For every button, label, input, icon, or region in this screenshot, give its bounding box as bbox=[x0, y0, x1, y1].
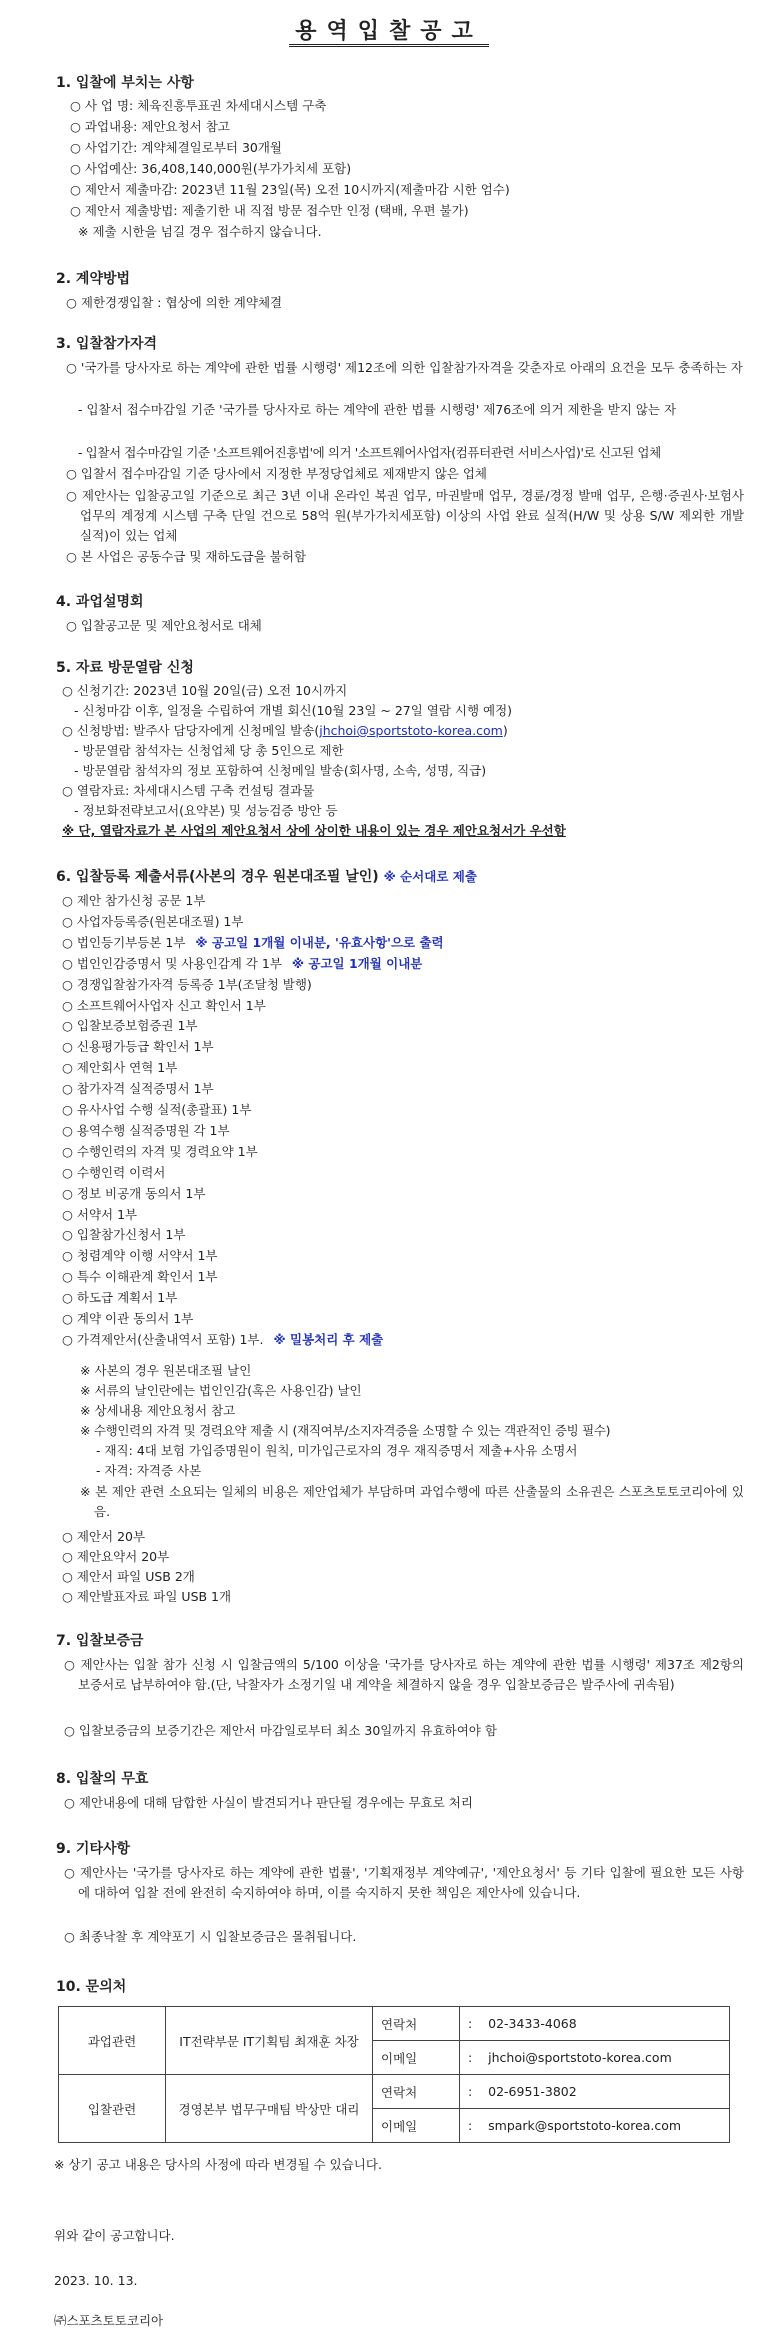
contact-phone: : 02-3433-4068 bbox=[460, 2007, 730, 2041]
closing-text: 위와 같이 공고합니다. bbox=[54, 2228, 175, 2243]
s3-sub: - 입찰서 접수마감일 기준 '국가를 당사자로 하는 계약에 관한 법률 시행령' 제76조에 의거 제한을 받지 않는 자 bbox=[78, 402, 677, 417]
list-item: ○ 청렴계약 이행 서약서 1부 bbox=[62, 1248, 218, 1264]
notice-date: 2023. 10. 13. bbox=[54, 2273, 138, 2288]
list-item: ○ 가격제안서(산출내역서 포함) 1부. ※ 밀봉처리 후 제출 bbox=[62, 1331, 384, 1347]
list-item-note: ※ 공고일 1개월 이내분 bbox=[291, 955, 423, 971]
section-5-heading: 5. 자료 방문열람 신청 bbox=[56, 660, 194, 676]
phone-label: 연락처 bbox=[373, 2007, 460, 2041]
contact-phone: : 02-6951-3802 bbox=[460, 2075, 730, 2109]
list-item: ○ 서약서 1부 bbox=[62, 1206, 138, 1222]
s2-item: ○ 제한경쟁입찰 : 협상에 의한 계약체결 bbox=[66, 295, 283, 310]
section-10-heading: 10. 문의처 bbox=[56, 1979, 127, 1995]
s5-important-note: ※ 단, 열람자료가 본 사업의 제안요청서 상에 상이한 내용이 있는 경우 제안요청서가 우선함 bbox=[62, 823, 566, 838]
list-item-note: ※ 밀봉처리 후 제출 bbox=[273, 1331, 384, 1347]
s6-note: ※ 상세내용 제안요청서 참고 bbox=[80, 1403, 236, 1418]
contact-email: : jhchoi@sportstoto-korea.com bbox=[460, 2041, 730, 2075]
table-row bbox=[59, 2075, 730, 2109]
list-item: ○ 수행인력의 자격 및 경력요약 1부 bbox=[62, 1143, 258, 1159]
s7-para: ○ 입찰보증금의 보증기간은 제안서 마감일로부터 최소 30일까지 유효하여야 함 bbox=[64, 1723, 497, 1738]
list-item: ○ 경쟁입찰참가자격 등록증 1부(조달청 발행) bbox=[62, 976, 312, 992]
contact-email: : smpark@sportstoto-korea.com bbox=[460, 2109, 730, 2143]
s3-sub: - 입찰서 접수마감일 기준 '소프트웨어진흥법'에 의거 '소프트웨어사업자(컴퓨터관련 서비스사업)'로 신고된 업체 bbox=[78, 445, 661, 460]
list-item: ○ 용역수행 실적증명원 각 1부 bbox=[62, 1122, 230, 1138]
s1-item: ○ 사업기간: 계약체결일로부터 30개월 bbox=[70, 140, 282, 155]
s9-para: ○ 최종낙찰 후 계약포기 시 입찰보증금은 몰취됩니다. bbox=[64, 1929, 357, 1944]
list-item: ○ 법인인감증명서 및 사용인감계 각 1부 ※ 공고일 1개월 이내분 bbox=[62, 955, 423, 971]
section-7-heading: 7. 입찰보증금 bbox=[56, 1633, 144, 1649]
list-item: ○ 소프트웨어사업자 신고 확인서 1부 bbox=[62, 997, 266, 1013]
s1-item: ○ 사업예산: 36,408,140,000원(부가가치세 포함) bbox=[70, 161, 352, 176]
s3-para: ○ 본 사업은 공동수급 및 재하도급을 불허함 bbox=[66, 549, 307, 564]
s1-item: ○ 과업내용: 제안요청서 참고 bbox=[70, 119, 230, 134]
contact-category: 입찰관련 bbox=[59, 2075, 166, 2143]
s6-cost-note: ※ 본 제안 관련 소요되는 일체의 비용은 제안업체가 부담하며 과업수행에 따른 산출물의 소유권은 스포츠토토코리아에 있음. bbox=[80, 1484, 744, 1519]
s5-sub: - 방문열람 참석자의 정보 포함하여 신청메일 발송(회사명, 소속, 성명, 직급) bbox=[74, 763, 487, 778]
s1-item: ○ 제안서 제출방법: 제출기한 내 직접 방문 접수만 인정 (택배, 우편 불가) bbox=[70, 203, 469, 218]
s6-heading-note: ※ 순서대로 제출 bbox=[383, 869, 477, 884]
list-item: ○ 입찰참가신청서 1부 bbox=[62, 1227, 186, 1243]
footer-notice: ※ 상기 공고 내용은 당사의 사정에 따라 변경될 수 있습니다. bbox=[54, 2157, 382, 2172]
s6-tail-item: ○ 제안요약서 20부 bbox=[62, 1549, 170, 1564]
section-3-heading: 3. 입찰참가자격 bbox=[56, 336, 158, 352]
s6-tail-item: ○ 제안서 20부 bbox=[62, 1529, 146, 1544]
s5-sub: - 방문열람 참석자는 신청업체 당 총 5인으로 제한 bbox=[74, 743, 344, 758]
contact-person: 경영본부 법무구매팀 박상만 대리 bbox=[166, 2075, 373, 2143]
contact-email-link[interactable]: jhchoi@sportstoto-korea.com bbox=[319, 723, 503, 738]
section-2-heading: 2. 계약방법 bbox=[56, 271, 131, 287]
list-item-note: ※ 공고일 1개월 이내분, '유효사항'으로 출력 bbox=[195, 934, 444, 950]
email-label: 이메일 bbox=[373, 2041, 460, 2075]
s5-item: ○ 신청방법: 발주사 담당자에게 신청메일 발송(jhchoi@sportstoto-korea.com) bbox=[62, 723, 508, 738]
phone-label: 연락처 bbox=[373, 2075, 460, 2109]
list-item: ○ 계약 이관 동의서 1부 bbox=[62, 1311, 194, 1326]
contact-person: IT전략부문 IT기획팀 최재훈 차장 bbox=[166, 2007, 373, 2075]
list-item: ○ 수행인력 이력서 bbox=[62, 1164, 166, 1180]
s8-para: ○ 제안내용에 대해 담합한 사실이 발견되거나 판단될 경우에는 무효로 처리 bbox=[64, 1795, 473, 1810]
s1-note: ※ 제출 시한을 넘길 경우 접수하지 않습니다. bbox=[78, 224, 322, 239]
s9-para: ○ 제안사는 '국가를 당사자로 하는 계약에 관한 법률', '기획재정부 계약예규', '제안요청서' 등 기타 입찰에 필요한 모든 사항에 대하여 입찰 전에 완전히 숙지하여야 하며, 이를 숙지하지 못한 책임은 제안사에 있습니다. bbox=[64, 1865, 744, 1900]
section-8-heading: 8. 입찰의 무효 bbox=[56, 1771, 149, 1787]
s6-note: ※ 사본의 경우 원본대조필 날인 bbox=[80, 1363, 252, 1378]
s3-para: ○ 제안사는 입찰공고일 기준으로 최근 3년 이내 온라인 복권 업무, 마권발매 업무, 경륜/경정 발매 업무, 은행·증권사·보험사 업무의 계정계 시스템 구축 단일 건으로 58억 원(부가가치세포함) 이상의 사업 완료 실적(H/W 및 상용 S/W 제외한 개발 실적)이 있는 업체 bbox=[66, 488, 744, 543]
s6-subnote: - 자격: 자격증 사본 bbox=[96, 1463, 202, 1478]
s6-tail-item: ○ 제안서 파일 USB 2개 bbox=[62, 1569, 195, 1584]
list-item: ○ 특수 이해관계 확인서 1부 bbox=[62, 1269, 218, 1285]
s7-para: ○ 제안사는 입찰 참가 신청 시 입찰금액의 5/100 이상을 '국가를 당사자로 하는 계약에 관한 법률 시행령' 제37조 제2항의 보증서로 납부하여야 함.(단, 낙찰자가 소정기일 내 계약을 체결하지 않을 경우 입찰보증금은 발주사에 귀속됨) bbox=[64, 1657, 744, 1692]
list-item: ○ 신용평가등급 확인서 1부 bbox=[62, 1039, 214, 1055]
list-item: ○ 법인등기부등본 1부 ※ 공고일 1개월 이내분, '유효사항'으로 출력 bbox=[62, 934, 444, 950]
table-row bbox=[59, 2007, 730, 2041]
section-1-heading: 1. 입찰에 부치는 사항 bbox=[56, 75, 194, 91]
s1-item: ○ 제안서 제출마감: 2023년 11월 23일(목) 오전 10시까지(제출마감 시한 엄수) bbox=[70, 182, 510, 197]
list-item: ○ 제안회사 연혁 1부 bbox=[62, 1060, 178, 1076]
s5-sub: - 신청마감 이후, 일정을 수립하여 개별 회신(10월 23일 ~ 27일 열람 시행 예정) bbox=[74, 703, 513, 718]
s5-item: ○ 신청기간: 2023년 10월 20일(금) 오전 10시까지 bbox=[62, 683, 348, 698]
section-6-heading: 6. 입찰등록 제출서류(사본의 경우 원본대조필 날인) ※ 순서대로 제출 bbox=[56, 869, 477, 885]
list-item: ○ 사업자등록증(원본대조필) 1부 bbox=[62, 913, 244, 929]
s3-para: ○ '국가를 당사자로 하는 계약에 관한 법률 시행령' 제12조에 의한 입찰참가자격을 갖춘자로 아래의 요건을 모두 충족하는 자 bbox=[66, 360, 743, 375]
s4-item: ○ 입찰공고문 및 제안요청서로 대체 bbox=[66, 618, 262, 633]
company-name: ㈜스포츠토토코리아 bbox=[54, 2313, 164, 2328]
s6-note: ※ 서류의 날인란에는 법인인감(혹은 사용인감) 날인 bbox=[80, 1383, 362, 1398]
list-item: ○ 유사사업 수행 실적(총괄표) 1부 bbox=[62, 1102, 252, 1117]
email-label: 이메일 bbox=[373, 2109, 460, 2143]
contact-category: 과업관련 bbox=[59, 2007, 166, 2075]
s3-para: ○ 입찰서 접수마감일 기준 당사에서 지정한 부정당업체로 제재받지 않은 업체 bbox=[66, 466, 487, 481]
s6-tail-item: ○ 제안발표자료 파일 USB 1개 bbox=[62, 1589, 232, 1604]
contact-table bbox=[58, 2006, 730, 2143]
s6-subnote: - 재직: 4대 보험 가입증명원이 원칙, 미가입근로자의 경우 재직증명서 제출+사유 소명서 bbox=[96, 1443, 578, 1458]
s5-sub: - 정보화전략보고서(요약본) 및 성능검증 방안 등 bbox=[74, 803, 338, 818]
section-4-heading: 4. 과업설명회 bbox=[56, 594, 144, 610]
s1-item: ○ 사 업 명: 체육진흥투표권 차세대시스템 구축 bbox=[70, 98, 327, 113]
section-9-heading: 9. 기타사항 bbox=[56, 1841, 131, 1857]
list-item: ○ 참가자격 실적증명서 1부 bbox=[62, 1081, 214, 1097]
s6-note: ※ 수행인력의 자격 및 경력요약 제출 시 (재직여부/소지자격증을 소명할 수 있는 객관적인 증빙 필수) bbox=[80, 1423, 611, 1438]
s5-item: ○ 열람자료: 차세대시스템 구축 컨설팅 결과물 bbox=[62, 783, 315, 798]
title-underline bbox=[289, 44, 489, 47]
page-title: 용역입찰공고 bbox=[295, 19, 483, 44]
list-item: ○ 정보 비공개 동의서 1부 bbox=[62, 1185, 206, 1201]
list-item: ○ 하도급 계획서 1부 bbox=[62, 1290, 178, 1306]
list-item: ○ 제안 참가신청 공문 1부 bbox=[62, 893, 206, 908]
list-item: ○ 입찰보증보험증권 1부 bbox=[62, 1018, 198, 1034]
